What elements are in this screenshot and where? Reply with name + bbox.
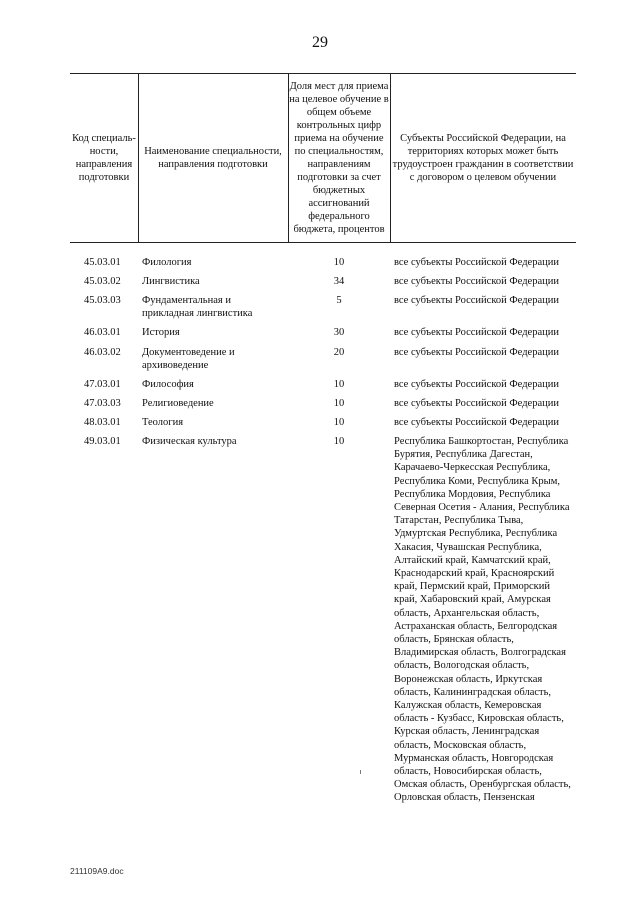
row-code: 47.03.01 (84, 379, 121, 390)
row-share: 10 (333, 379, 345, 390)
row-subjects: все субъекты Российской Федерации (394, 347, 559, 358)
row-subjects: все субъекты Российской Федерации (394, 257, 559, 268)
row-code: 46.03.02 (84, 347, 121, 358)
header-divider (138, 74, 139, 242)
row-subjects: все субъекты Российской Федерации (394, 379, 559, 390)
row-share: 30 (333, 327, 345, 338)
row-share: 10 (333, 436, 345, 447)
header-name: Наименование специальности, направления подготовки (144, 146, 282, 170)
row-subjects: Республика Башкортостан, Республика Бурятия, Республика Дагестан, Карачаево-Черкесская Республика, Республика Коми, Республика Крым, Республика Мордовия, Республика Северная Осетия - Алания, Республика Татарстан, Республика Тыва, Удмуртская Республика, Республика Хакасия, Чувашская Республика, Алтайский край, Камчатский край, Краснодарский край, Красноярский край, Пермский край, Приморский край, Хабаровский край, Амурская область, Архангельская область, Астраханская область, Белгородская область, Брянская область, Владимирская область, Волгоградская область, Вологодская область, Воронежская область, Иркутская область, Калининградская область, Калужская область, Кемеровская область - Кузбасс, Кировская область, Курская область, Ленинградская область, Московская область, Мурманская область, Новгородская область, Новосибирская область, Омская область, Оренбургская область, Орловская область, Пензенская (394, 436, 571, 804)
row-code: 45.03.01 (84, 257, 121, 268)
row-subjects: все субъекты Российской Федерации (394, 327, 559, 338)
row-share: 34 (333, 276, 345, 287)
row-code: 49.03.01 (84, 436, 121, 447)
row-subjects: все субъекты Российской Федерации (394, 295, 559, 306)
row-name: Документоведение и архивоведение (142, 347, 235, 371)
row-code: 47.03.03 (84, 398, 121, 409)
row-code: 45.03.03 (84, 295, 121, 306)
page-number: 29 (312, 34, 328, 51)
row-share: 10 (333, 398, 345, 409)
header-code: Код специаль-ности, направления подготовки (72, 133, 136, 183)
row-code: 45.03.02 (84, 276, 121, 287)
row-subjects: все субъекты Российской Федерации (394, 276, 559, 287)
row-share: 20 (333, 347, 345, 358)
row-name: Фундаментальная и прикладная лингвистика (142, 295, 253, 319)
row-name: Филология (142, 257, 192, 268)
header-subjects: Субъекты Российской Федерации, на территориях которых может быть трудоустроен гражданин в соответствии с договором о целевом обучении (392, 133, 574, 183)
row-subjects: все субъекты Российской Федерации (394, 398, 559, 409)
row-share: 10 (333, 257, 345, 268)
header-share: Доля мест для приема на целевое обучение в общем объеме контрольных цифр приема на обучение по специальностям, направлениям подготовки за счет бюджетных ассигнований федерального бюджета, процентов (289, 81, 389, 235)
row-name: Религиоведение (142, 398, 214, 409)
row-name: Философия (142, 379, 194, 390)
row-subjects: все субъекты Российской Федерации (394, 417, 559, 428)
row-name: История (142, 327, 180, 338)
footer-filename: 211109A9.doc (70, 866, 124, 876)
row-code: 48.03.01 (84, 417, 121, 428)
row-share: 5 (336, 295, 342, 306)
row-share: 10 (333, 417, 345, 428)
row-code: 46.03.01 (84, 327, 121, 338)
scan-speck (360, 770, 361, 774)
row-name: Теология (142, 417, 184, 428)
header-bottom-rule (70, 242, 576, 243)
row-name: Физическая культура (142, 436, 237, 447)
header-divider (390, 74, 391, 242)
row-name: Лингвистика (142, 276, 200, 287)
